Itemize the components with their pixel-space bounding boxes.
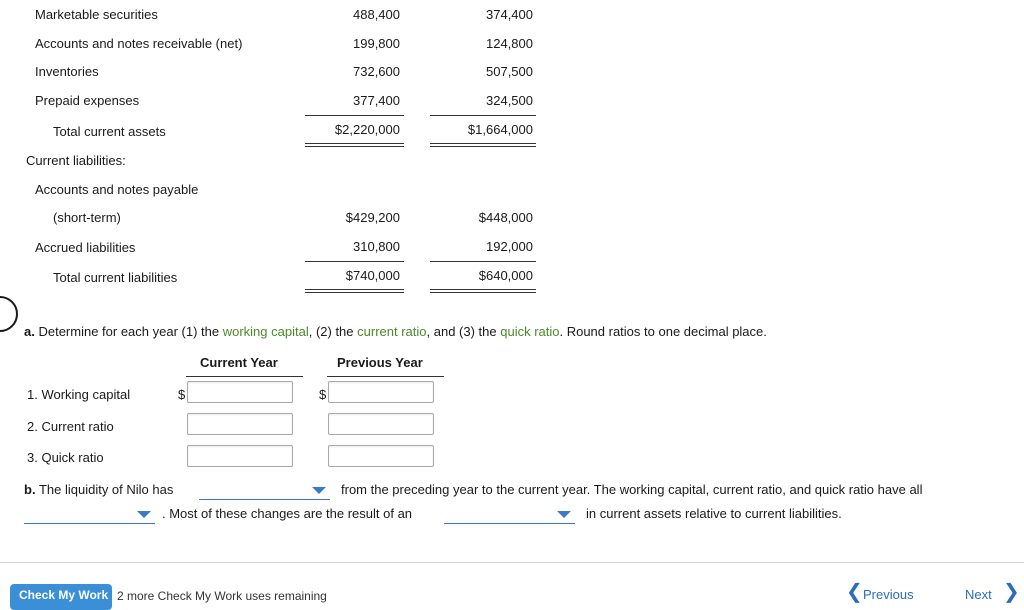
previous-value: 507,500 bbox=[486, 64, 533, 79]
chevron-down-icon bbox=[312, 487, 326, 494]
row-label: Accrued liabilities bbox=[35, 240, 136, 255]
currency-symbol: $ bbox=[178, 387, 186, 402]
term-quick-ratio[interactable]: quick ratio bbox=[500, 324, 560, 339]
answer-row-label: 2. Current ratio bbox=[27, 419, 114, 434]
previous-value: 124,800 bbox=[486, 36, 533, 51]
previous-value: $1,664,000 bbox=[467, 122, 533, 137]
subtotal-rule bbox=[430, 261, 536, 262]
part-a-text: , and (3) the bbox=[426, 324, 501, 339]
part-a-text: , (2) the bbox=[308, 324, 358, 339]
liquidity-change-dropdown[interactable] bbox=[199, 481, 330, 500]
row-label: Inventories bbox=[35, 64, 99, 79]
term-current-ratio[interactable]: current ratio bbox=[357, 324, 427, 339]
answer-row-label: 1. Working capital bbox=[27, 387, 131, 402]
footer-divider bbox=[0, 562, 1024, 563]
chevron-down-icon bbox=[557, 511, 571, 518]
part-a-prompt bbox=[24, 324, 767, 339]
subtotal-rule bbox=[305, 115, 404, 116]
part-b-text: The liquidity of Nilo has bbox=[38, 482, 174, 497]
term-working-capital[interactable]: working capital bbox=[222, 324, 309, 339]
previous-value: 324,500 bbox=[486, 93, 533, 108]
row-label: Marketable securities bbox=[35, 7, 158, 22]
cause-dropdown[interactable] bbox=[444, 505, 575, 524]
current-value: $429,200 bbox=[345, 210, 400, 225]
quick-ratio-current-input[interactable] bbox=[187, 445, 293, 467]
total-double-rule bbox=[430, 289, 536, 293]
working-capital-current-input[interactable] bbox=[187, 381, 293, 403]
section-heading: Current liabilities: bbox=[26, 153, 126, 168]
header-rule bbox=[327, 376, 444, 377]
row-label: Accounts and notes receivable (net) bbox=[35, 36, 243, 51]
part-b-text: in current assets relative to current liabilities. bbox=[586, 506, 842, 521]
current-value: 732,600 bbox=[353, 64, 400, 79]
current-value: 199,800 bbox=[353, 36, 400, 51]
part-a-text: Determine for each year (1) the bbox=[38, 324, 223, 339]
total-double-rule bbox=[305, 289, 404, 293]
chevron-left-icon[interactable]: ❮ bbox=[846, 581, 863, 603]
part-a-letter: a. bbox=[24, 324, 35, 339]
row-label: Total current assets bbox=[53, 124, 166, 139]
total-double-rule bbox=[305, 143, 404, 147]
current-value: $740,000 bbox=[345, 268, 400, 283]
header-rule bbox=[186, 376, 303, 377]
total-double-rule bbox=[430, 143, 536, 147]
column-header-current-year: Current Year bbox=[200, 355, 278, 370]
part-b-text: from the preceding year to the current year. The working capital, current ratio, and quick ratio have all bbox=[341, 482, 923, 497]
current-ratio-current-input[interactable] bbox=[187, 413, 293, 435]
next-button[interactable]: Next bbox=[965, 587, 992, 602]
ratios-change-dropdown[interactable] bbox=[24, 505, 155, 524]
row-label: Accounts and notes payable bbox=[35, 182, 199, 197]
row-label: (short-term) bbox=[53, 210, 121, 225]
answer-row-label: 3. Quick ratio bbox=[27, 450, 104, 465]
remaining-uses-text: 2 more Check My Work uses remaining bbox=[117, 589, 327, 603]
row-label: Prepaid expenses bbox=[35, 93, 140, 108]
step-indicator-icon bbox=[0, 296, 18, 332]
part-b-letter: b. bbox=[24, 482, 36, 497]
part-b-prompt-start bbox=[24, 482, 173, 497]
current-ratio-previous-input[interactable] bbox=[328, 413, 434, 435]
current-value: 377,400 bbox=[353, 93, 400, 108]
previous-value: $448,000 bbox=[478, 210, 533, 225]
previous-button[interactable]: Previous bbox=[863, 587, 914, 602]
current-value: 310,800 bbox=[353, 239, 400, 254]
previous-value: 374,400 bbox=[486, 7, 533, 22]
quick-ratio-previous-input[interactable] bbox=[328, 445, 434, 467]
part-a-text: . Round ratios to one decimal place. bbox=[559, 324, 767, 339]
chevron-down-icon bbox=[137, 511, 151, 518]
check-my-work-button[interactable]: Check My Work bbox=[10, 584, 112, 610]
subtotal-rule bbox=[430, 115, 536, 116]
working-capital-previous-input[interactable] bbox=[328, 381, 434, 403]
previous-value: $640,000 bbox=[478, 268, 533, 283]
current-value: $2,220,000 bbox=[334, 122, 400, 137]
previous-value: 192,000 bbox=[486, 239, 533, 254]
row-label: Total current liabilities bbox=[53, 270, 178, 285]
subtotal-rule bbox=[305, 261, 404, 262]
currency-symbol: $ bbox=[319, 387, 327, 402]
chevron-right-icon[interactable]: ❯ bbox=[1003, 581, 1020, 603]
column-header-previous-year: Previous Year bbox=[337, 355, 423, 370]
current-value: 488,400 bbox=[353, 7, 400, 22]
part-b-text: . Most of these changes are the result of an bbox=[162, 506, 413, 521]
